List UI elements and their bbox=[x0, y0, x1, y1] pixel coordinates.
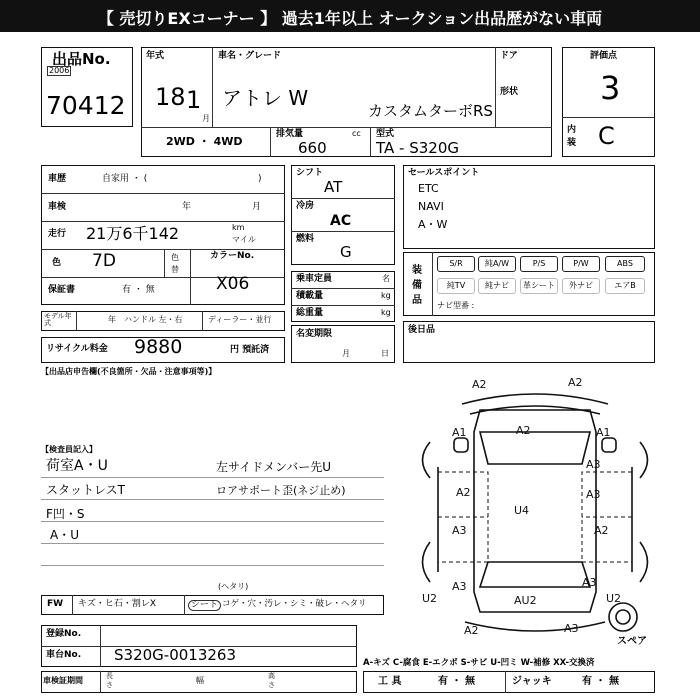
door-label: ドア bbox=[500, 51, 518, 61]
mark-a1-right: A1 bbox=[596, 426, 611, 439]
ac-label: 冷房 bbox=[296, 201, 315, 211]
mark-a3-bottom: A3 bbox=[564, 622, 579, 635]
year-value: 18 bbox=[155, 83, 186, 111]
banner-text: 【 売切りEXコーナー 】 過去1年以上 オークション出品歴がない車両 bbox=[97, 9, 603, 28]
riders-label: 乗車定員 bbox=[296, 274, 333, 284]
equip-navi: 純ナビ bbox=[478, 278, 516, 294]
mark-a2-top-right: A2 bbox=[568, 376, 583, 389]
color-code-label: カラーNo. bbox=[210, 251, 255, 261]
name-change-day: 日 bbox=[381, 349, 389, 358]
rear-bumper bbox=[465, 622, 605, 631]
name-change-label: 名変期限 bbox=[296, 329, 333, 339]
month-value: 1 bbox=[186, 86, 202, 114]
displacement-value: 660 bbox=[298, 139, 327, 157]
equip-navi-model: ナビ型番 : bbox=[437, 301, 475, 310]
inspector-note-1: 荷室A・U bbox=[46, 458, 108, 474]
legend: A-キズ C-腐食 E-エクボ S-サビ U-凹ミ W-補修 XX-交換済 bbox=[363, 658, 595, 668]
equip-ps: P/S bbox=[520, 256, 558, 272]
check-seat: シート bbox=[188, 600, 221, 611]
post-day-box bbox=[403, 321, 655, 363]
rear-window bbox=[480, 562, 590, 587]
inspection-month: 月 bbox=[252, 202, 262, 212]
tools-value: 有 ・ 無 bbox=[438, 676, 475, 687]
color-orig-label: 色替 bbox=[171, 253, 179, 274]
mark-au2: AU2 bbox=[514, 594, 537, 607]
equip-tv: 純TV bbox=[437, 278, 475, 294]
check-items: キズ・ヒ石・割レX bbox=[78, 599, 156, 609]
registration-label: 登録No. bbox=[46, 629, 82, 639]
jack-value: 有 ・ 無 bbox=[582, 676, 619, 687]
shift-label: シフト bbox=[296, 168, 324, 178]
fuel-label: 燃料 bbox=[296, 234, 315, 244]
wheel-rl bbox=[423, 542, 431, 582]
mileage-label: 走行 bbox=[48, 229, 67, 239]
wheel-fl bbox=[423, 442, 431, 478]
load-unit: kg bbox=[381, 291, 391, 300]
handle-label: ハンドル 左・右 bbox=[124, 315, 183, 324]
recycle-label: リサイクル料金 bbox=[46, 344, 108, 354]
sales-label: セールスポイント bbox=[408, 168, 480, 178]
spare-tire bbox=[609, 603, 637, 631]
cert-height: 高さ bbox=[268, 672, 275, 689]
recycle-unit: 円 預託済 bbox=[230, 345, 270, 355]
fuel-value: G bbox=[340, 243, 352, 261]
dealer-label: ディーラー・並行 bbox=[208, 315, 272, 324]
warranty-label: 保証書 bbox=[48, 285, 76, 295]
chassis-value: S320G-0013263 bbox=[114, 646, 236, 664]
check-annot: (ヘタリ) bbox=[218, 582, 249, 591]
front-bumper bbox=[462, 394, 608, 404]
windshield bbox=[480, 432, 590, 464]
model-value: TA - S320G bbox=[376, 139, 459, 157]
equip-pw: P/W bbox=[562, 256, 600, 272]
sales-item-2: NAVI bbox=[418, 200, 444, 213]
car-diagram bbox=[410, 372, 660, 652]
weight-label: 総重量 bbox=[296, 308, 324, 318]
drive-label: 2WD ・ 4WD bbox=[166, 135, 243, 148]
warranty-value: 有 ・ 無 bbox=[122, 285, 155, 295]
score-label: 評価点 bbox=[590, 51, 618, 61]
cert-width: 幅 bbox=[196, 676, 204, 685]
mirror-left bbox=[454, 438, 468, 452]
inspector-note-4: A・U bbox=[50, 528, 79, 542]
lot-label: 出品No. bbox=[52, 50, 111, 68]
name-value: アトレ W bbox=[222, 86, 309, 110]
inspection-label: 車検 bbox=[48, 202, 67, 212]
name-change-month: 月 bbox=[342, 349, 350, 358]
load-label: 積載量 bbox=[296, 291, 324, 301]
mark-u4: U4 bbox=[514, 504, 530, 517]
mark-a3-left: A3 bbox=[452, 524, 467, 537]
name-label: 車名・グレード bbox=[218, 51, 282, 61]
mark-u2-left: U2 bbox=[422, 592, 438, 605]
history-label: 車歴 bbox=[48, 174, 67, 184]
wheel-rr bbox=[640, 542, 648, 582]
ac-value: AC bbox=[330, 213, 352, 229]
roof-outline bbox=[474, 410, 596, 612]
weight-unit: kg bbox=[381, 308, 391, 317]
riders-unit: 名 bbox=[382, 274, 390, 283]
equip-airbag: エアB bbox=[605, 278, 645, 294]
sales-item-3: A・W bbox=[418, 218, 448, 231]
spare-label: スペア bbox=[617, 636, 647, 647]
lot-year-stamp: 2006 bbox=[49, 66, 70, 75]
mirror-right bbox=[602, 438, 616, 452]
check-rest: コゲ・穴・汚レ・シミ・破レ・ヘタリ bbox=[222, 599, 367, 609]
interior-label: 内装 bbox=[567, 125, 577, 148]
month-unit: 月 bbox=[202, 114, 210, 123]
mark-a2-roof: A2 bbox=[516, 424, 531, 437]
wheel-fr bbox=[640, 442, 648, 478]
equipment-label: 装備品 bbox=[412, 265, 422, 306]
sales-item-1: ETC bbox=[418, 182, 439, 195]
mark-a3-bottom-left: A3 bbox=[452, 580, 467, 593]
equip-abs: ABS bbox=[605, 256, 645, 272]
equip-sr: S/R bbox=[437, 256, 475, 272]
model-label: 型式 bbox=[376, 129, 395, 139]
displacement-label: 排気量 bbox=[276, 129, 304, 139]
history-close: ) bbox=[258, 174, 262, 184]
mark-u2-right: U2 bbox=[606, 592, 622, 605]
tools-label: 工 具 bbox=[378, 676, 402, 687]
inspector-note-3: F凹・S bbox=[46, 507, 85, 521]
inspector-note-right-1: 左サイドメンバー先U bbox=[216, 460, 331, 474]
mileage-unit-mile: マイル bbox=[232, 235, 256, 244]
color-label: 色 bbox=[52, 258, 62, 268]
mark-a3-right-2: A3 bbox=[586, 488, 601, 501]
mileage-unit-km: km bbox=[232, 223, 245, 232]
mark-a2-top-left: A2 bbox=[472, 378, 487, 391]
mark-a2-left: A2 bbox=[456, 486, 471, 499]
lot-number: 70412 bbox=[46, 91, 126, 120]
equip-leather: 革シート bbox=[520, 278, 558, 294]
cert-length: 長さ bbox=[106, 672, 113, 689]
grade-value: カスタムターボRS bbox=[368, 102, 493, 120]
check-fw: FW bbox=[47, 599, 64, 609]
equip-aw: 純A/W bbox=[478, 256, 516, 272]
mark-a2-right: A2 bbox=[594, 524, 609, 537]
mark-a2-bottom: A2 bbox=[464, 624, 479, 637]
post-day-label: 後日品 bbox=[408, 325, 436, 335]
shape-label: 形状 bbox=[500, 87, 519, 97]
inspector-label: 【検査員記入】 bbox=[41, 445, 97, 454]
jack-label: ジャッキ bbox=[512, 676, 552, 687]
score-value: 3 bbox=[600, 69, 621, 107]
model-year-label: モデル年式 bbox=[44, 312, 72, 327]
mark-a3-bottom-right: A3 bbox=[582, 576, 597, 589]
mileage-value: 21万6千142 bbox=[86, 224, 180, 243]
history-value: 自家用 ・ ( bbox=[102, 174, 148, 184]
inspector-note-2: スタットレスT bbox=[46, 483, 125, 497]
recycle-value: 9880 bbox=[134, 336, 183, 358]
shift-value: AT bbox=[324, 178, 343, 196]
interior-value: C bbox=[598, 122, 615, 150]
color-value: 7D bbox=[92, 251, 116, 271]
inspector-note-right-2: ロアサポート歪(ネジ止め) bbox=[216, 484, 346, 497]
mark-a3-right-1: A3 bbox=[586, 458, 601, 471]
inspection-year: 年 bbox=[182, 202, 192, 212]
model-year-unit: 年 bbox=[108, 315, 116, 324]
equip-ext-navi: 外ナビ bbox=[562, 278, 600, 294]
chassis-label: 車台No. bbox=[46, 650, 82, 660]
mark-a1-left: A1 bbox=[452, 426, 467, 439]
cert-label: 車検証期間 bbox=[43, 676, 83, 685]
declaration-label: 【出品店申告欄(不良箇所・欠品・注意事項等)】 bbox=[41, 367, 217, 376]
displacement-unit: cc bbox=[352, 129, 361, 138]
color-code-value: X06 bbox=[216, 274, 250, 294]
year-label: 年式 bbox=[146, 51, 165, 61]
